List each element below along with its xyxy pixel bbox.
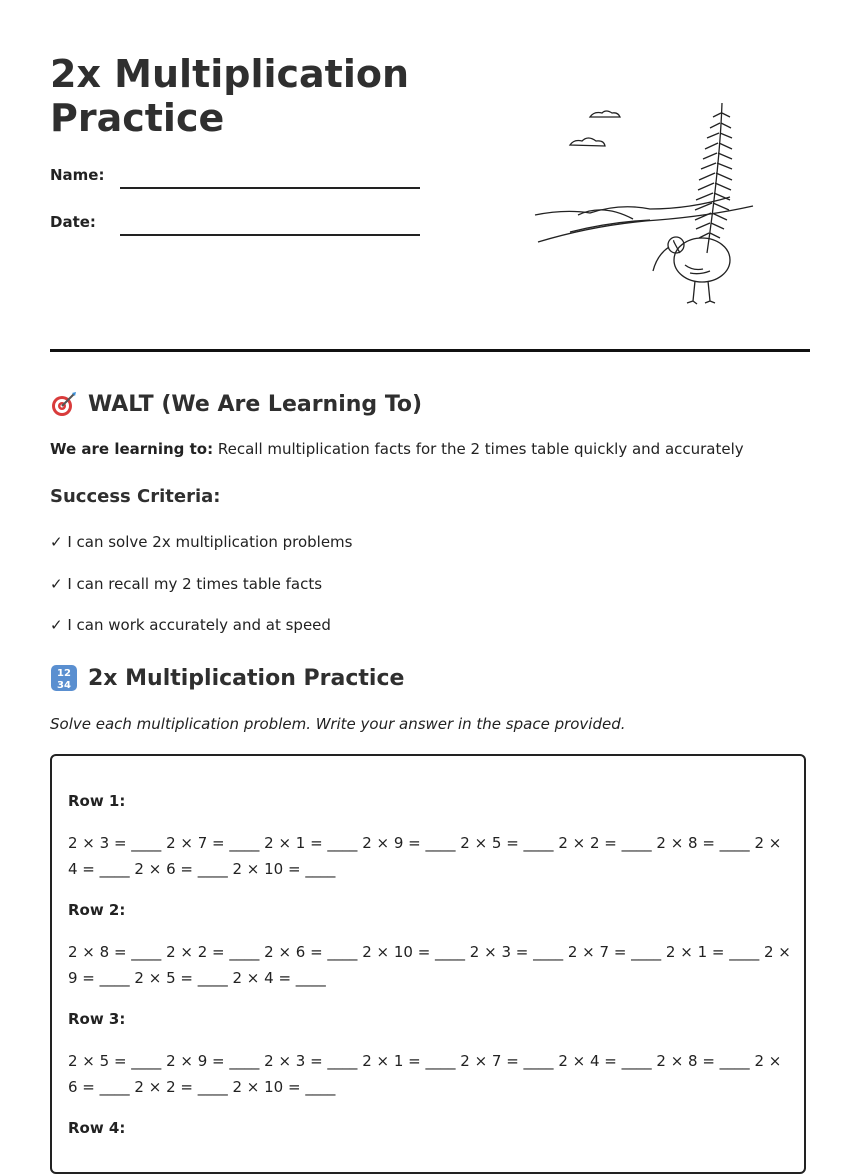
svg-text:12: 12 — [57, 668, 71, 679]
walt-text: Recall multiplication facts for the 2 times table quickly and accurately — [213, 440, 744, 458]
criterion-item: ✓ I can work accurately and at speed — [50, 616, 331, 634]
row-label: Row 3: — [68, 1010, 126, 1028]
row-problems[interactable]: 2 × 5 = ____ 2 × 9 = ____ 2 × 3 = ____ 2 × 1 = ____ 2 × 7 = ____ 2 × 4 = ____ 2 × 8 = ____ 2 × 6 = ____ 2 × 2 = ____ 2 × 10 = ____ — [68, 1052, 782, 1096]
criterion-item: ✓ I can solve 2x multiplication problems — [50, 533, 353, 551]
practice-heading-text: 2x Multiplication Practice — [88, 665, 405, 691]
row-problems[interactable]: 2 × 8 = ____ 2 × 2 = ____ 2 × 6 = ____ 2 × 10 = ____ 2 × 3 = ____ 2 × 7 = ____ 2 × 1 = ____ 2 × 9 = ____ 2 × 5 = ____ 2 × 4 = ____ — [68, 943, 791, 987]
date-field-line[interactable] — [120, 234, 420, 236]
practice-box — [50, 754, 806, 1174]
row-problems[interactable]: 2 × 3 = ____ 2 × 7 = ____ 2 × 1 = ____ 2 × 9 = ____ 2 × 5 = ____ 2 × 2 = ____ 2 × 8 = ____ 2 × 4 = ____ 2 × 6 = ____ 2 × 10 = ____ — [68, 834, 782, 878]
date-label: Date: — [50, 213, 96, 231]
svg-text:34: 34 — [57, 680, 71, 691]
instructions: Solve each multiplication problem. Write your answer in the space provided. — [50, 715, 626, 733]
kiwi-fern-illustration — [530, 95, 760, 310]
row-label: Row 2: — [68, 901, 126, 919]
numbers-1234-icon — [50, 664, 78, 692]
row-label: Row 1: — [68, 792, 126, 810]
page-title: 2x Multiplication Practice — [50, 52, 410, 140]
practice-heading — [50, 664, 404, 692]
section-divider — [50, 349, 810, 352]
success-criteria-heading: Success Criteria: — [50, 486, 221, 507]
dart-target-icon — [50, 390, 78, 418]
walt-statement — [50, 440, 744, 458]
name-field-line[interactable] — [120, 187, 420, 189]
walt-label: We are learning to: — [50, 440, 214, 458]
walt-heading — [50, 390, 422, 418]
walt-heading-text: WALT (We Are Learning To) — [88, 391, 423, 417]
name-label: Name: — [50, 166, 105, 184]
criterion-item: ✓ I can recall my 2 times table facts — [50, 575, 323, 593]
row-label: Row 4: — [68, 1119, 126, 1137]
